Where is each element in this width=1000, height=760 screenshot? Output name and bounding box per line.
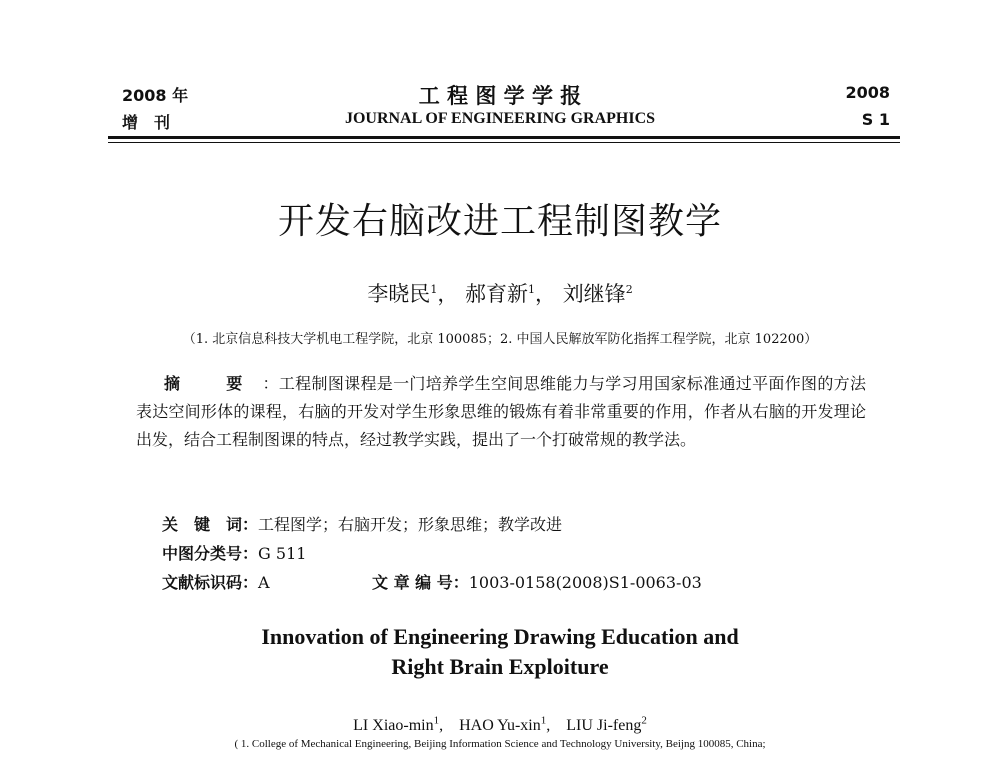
author-aff-mark: 1 [430,283,438,296]
header-year-left: 2008 年 [122,86,189,105]
article-no-value: 1003-0158(2008)S1-0063-03 [468,573,702,592]
keywords-value: 工程图学；右脑开发；形象思维；教学改进 [258,515,563,534]
affiliations-cn: （1. 北京信息科技大学机电工程学院，北京 100085；2. 中国人民解放军防化指挥工程学院，北京 102200） [182,332,818,347]
author-en: HAO Yu-xin [459,717,541,734]
author-aff-mark: 2 [625,283,633,296]
header-rule-thin [108,142,900,143]
authors-en [0,712,1000,735]
journal-title-en: JOURNAL OF ENGINEERING GRAPHICS [344,110,656,127]
clc-value: G 511 [258,544,307,563]
affiliation-en: ( 1. College of Mechanical Engineering, Beijing Information Science and Technology University, Beijng 100085, China; [234,738,766,750]
author-en: LIU Ji-feng [566,717,642,734]
keywords-line [162,512,562,535]
abstract [136,370,866,454]
clc-line [162,541,306,564]
author-aff-mark: 1 [528,283,535,296]
author-en: LI Xiao-min [353,717,434,734]
author-separator: ， [437,282,459,306]
paper-title-cn: 开发右脑改进工程制图教学 [277,201,722,242]
abstract-text: 工程制图课程是一门培养学生空间思维能力与学习用国家标准通过平面作图的方法表达空间形体的课程，右脑的开发对学生形象思维的锻炼有着非常重要的作用，作者从右脑的开发理论出发，结合工程制图课的特点，经过教学实践，提出了一个打破常规的教学法。 [136,374,866,449]
author-cn: 李晓民 [367,282,431,306]
doc-code-label: 文献标识码： [162,573,259,592]
abstract-label: 摘 要 [164,374,263,393]
author-aff-mark: 1 [433,714,440,727]
author-cn: 郝育新 [465,282,528,306]
doc-code-value: A [258,573,270,592]
author-aff-mark: 2 [641,714,647,727]
header-year-right: 2008 [845,83,890,102]
doc-code-line [162,570,270,593]
author-separator: , [546,717,567,734]
paper-title-en-line: Innovation of Engineering Drawing Education and [261,624,739,649]
author-separator: ， [535,282,556,306]
author-aff-mark: 1 [540,714,547,727]
header-issue-right: S 1 [861,110,890,129]
author-separator: , [439,717,460,734]
header-issue-left: 增 刊 [122,113,171,132]
paper-title-en-line: Right Brain Exploiture [391,654,609,679]
journal-title-cn: 工 程 图 学 学 报 [418,84,582,108]
article-no-line [372,570,702,593]
authors-cn [0,278,1000,308]
author-cn: 刘继锋 [562,282,626,306]
article-no-label: 文 章 编 号： [372,573,469,592]
abstract-colon: ： [262,374,279,393]
keywords-label: 关 键 词： [162,515,259,534]
clc-label: 中图分类号： [162,544,259,563]
paper-title-en [0,622,1000,682]
header-rule-thick [108,136,900,139]
